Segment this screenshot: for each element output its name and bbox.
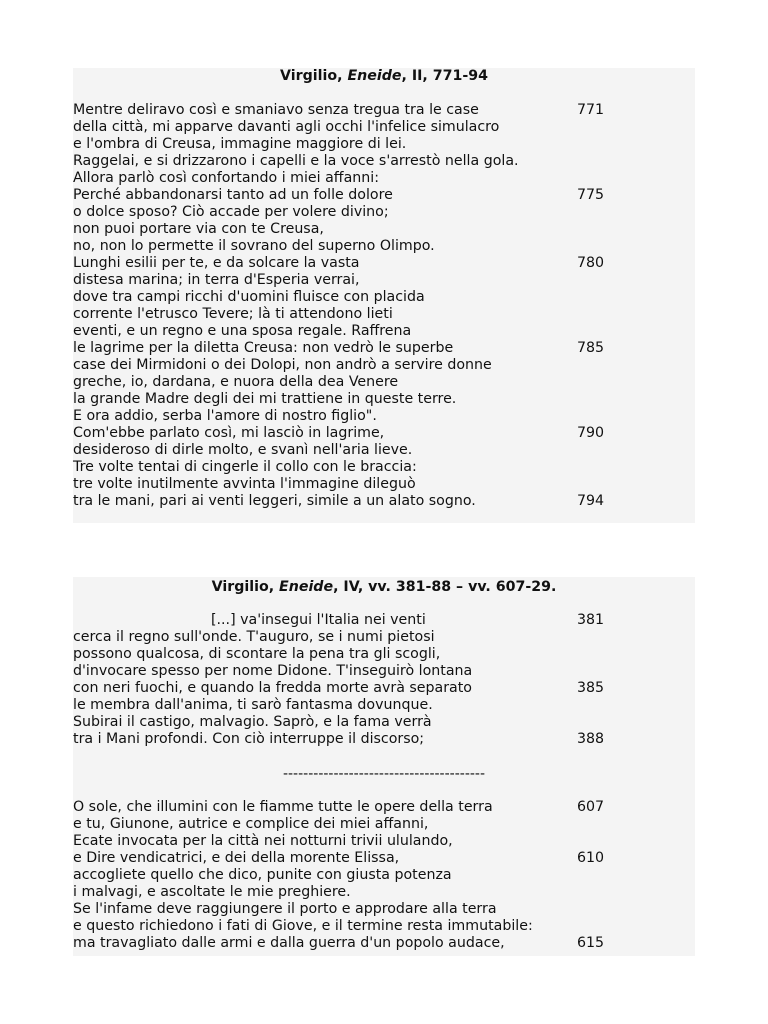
verse-text: dove tra campi ricchi d'uomini fluisce con placida [73,289,425,305]
verse-number: 771 [577,102,605,118]
verse-text: e tu, Giunone, autrice e complice dei miei affanni, [73,816,429,832]
verse-line [73,221,695,238]
verse-text: no, non lo permette il sovrano del superno Olimpo. [73,238,435,254]
verse-line [73,408,695,425]
verse-text: Tre volte tentai di cingerle il collo con le braccia: [73,459,417,475]
verse-text: Raggelai, e si drizzarono i capelli e la voce s'arrestò nella gola. [73,153,519,169]
verse-line [73,833,695,850]
verse-text: O sole, che illumini con le fiamme tutte le opere della terra [73,799,493,815]
verse-line [73,714,695,731]
verse-line [73,136,695,153]
verse-number: 790 [577,425,605,441]
verse-text: della città, mi apparve davanti agli occhi l'infelice simulacro [73,119,500,135]
verse-text: e questo richiedono i fati di Giove, e il termine resta immutabile: [73,918,533,934]
section-2-title [20,579,748,596]
verse-text: Allora parlò così confortando i miei affanni: [73,170,379,186]
verse-text: o dolce sposo? Ciò accade per volere divino; [73,204,389,220]
verse-text: tra le mani, pari ai venti leggeri, simile a un alato sogno. [73,493,476,509]
verse-line [73,646,695,663]
verse-line [73,918,695,935]
verse-line [73,272,695,289]
section-1-verses [73,102,695,510]
verse-line [73,340,695,357]
verse-line [73,255,695,272]
verse-text: la grande Madre degli dei mi trattiene in queste terre. [73,391,457,407]
verse-text: Perché abbandonarsi tanto ad un folle dolore [73,187,393,203]
verse-line [73,493,695,510]
section-1-title-suffix: , II, 771-94 [401,68,488,84]
verse-text: [...] va'insegui l'Italia nei venti [211,612,426,628]
verse-text: case dei Mirmidoni o dei Dolopi, non andrò a servire donne [73,357,492,373]
verse-line [73,238,695,255]
verse-number: 780 [577,255,605,271]
section-1-title-prefix: Virgilio, [280,68,348,84]
verse-text: cerca il regno sull'onde. T'auguro, se i numi pietosi [73,629,435,645]
verse-line [73,476,695,493]
verse-line [73,102,695,119]
verse-text: Com'ebbe parlato così, mi lasciò in lagrime, [73,425,385,441]
verse-text: Se l'infame deve raggiungere il porto e approdare alla terra [73,901,497,917]
section-2-verses-b [73,799,695,952]
verse-text: Mentre deliravo così e smaniavo senza tregua tra le case [73,102,479,118]
section-2-title-work: Eneide [279,579,334,595]
verse-line [73,204,695,221]
verse-line [73,680,695,697]
verse-line [73,153,695,170]
verse-number: 775 [577,187,605,203]
verse-text: le lagrime per la diletta Creusa: non vedrò le superbe [73,340,454,356]
verse-line [73,884,695,901]
verse-line [73,459,695,476]
verse-line [73,867,695,884]
verse-text: possono qualcosa, di scontare la pena tra gli scogli, [73,646,441,662]
section-2-title-suffix: , IV, vv. 381-88 – vv. 607-29. [333,579,557,595]
verse-number: 385 [577,680,605,696]
verse-text: e l'ombra di Creusa, immagine maggiore di lei. [73,136,407,152]
verse-number: 615 [577,935,605,951]
verse-text: Ecate invocata per la città nei notturni trivii ululando, [73,833,453,849]
verse-line [73,119,695,136]
verse-text: Subirai il castigo, malvagio. Saprò, e la fama verrà [73,714,432,730]
section-separator: ---------------------------------------- [282,766,486,782]
verse-text: i malvagi, e ascoltate le mie preghiere. [73,884,351,900]
verse-line [73,357,695,374]
verse-number: 610 [577,850,605,866]
verse-line [73,850,695,867]
verse-line [73,391,695,408]
verse-text: distesa marina; in terra d'Esperia verrai, [73,272,360,288]
verse-line [73,731,695,748]
verse-line [73,612,695,629]
verse-text: desideroso di dirle molto, e svanì nell'aria lieve. [73,442,413,458]
verse-line [73,697,695,714]
verse-line [73,901,695,918]
verse-line [73,323,695,340]
verse-line [73,799,695,816]
verse-line [73,374,695,391]
verse-number: 381 [577,612,605,628]
verse-text: ma travagliato dalle armi e dalla guerra d'un popolo audace, [73,935,505,951]
verse-number: 388 [577,731,605,747]
verse-line [73,442,695,459]
verse-text: e Dire vendicatrici, e dei della morente Elissa, [73,850,400,866]
verse-line [73,629,695,646]
section-1-title-work: Eneide [347,68,402,84]
verse-line [73,816,695,833]
verse-text: non puoi portare via con te Creusa, [73,221,324,237]
verse-line [73,187,695,204]
verse-text: eventi, e un regno e una sposa regale. Raffrena [73,323,412,339]
verse-text: Lunghi esilii per te, e da solcare la vasta [73,255,360,271]
verse-text: con neri fuochi, e quando la fredda morte avrà separato [73,680,472,696]
verse-number: 794 [577,493,605,509]
verse-text: d'invocare spesso per nome Didone. T'inseguirò lontana [73,663,473,679]
verse-text: corrente l'etrusco Tevere; là ti attendono lieti [73,306,393,322]
verse-line [73,306,695,323]
verse-number: 607 [577,799,605,815]
section-2-verses-a [73,612,695,748]
verse-line [73,289,695,306]
verse-text: E ora addio, serba l'amore di nostro figlio". [73,408,377,424]
verse-number: 785 [577,340,605,356]
verse-line [73,170,695,187]
verse-line [73,663,695,680]
verse-line [73,935,695,952]
verse-line [73,425,695,442]
verse-text: tre volte inutilmente avvinta l'immagine dileguò [73,476,416,492]
verse-text: le membra dall'anima, ti sarò fantasma dovunque. [73,697,433,713]
verse-text: accogliete quello che dico, punite con giusta potenza [73,867,452,883]
verse-text: tra i Mani profondi. Con ciò interruppe il discorso; [73,731,425,747]
section-1-title [73,68,695,85]
verse-text: greche, io, dardana, e nuora della dea Venere [73,374,399,390]
section-2-title-prefix: Virgilio, [211,579,280,595]
